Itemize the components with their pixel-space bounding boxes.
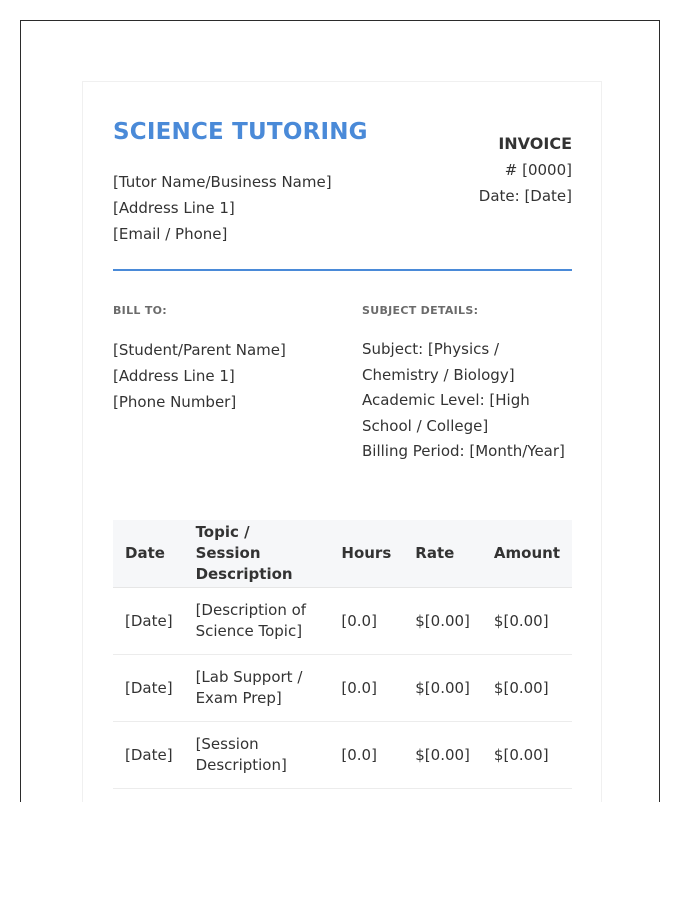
row-date: [Date] — [113, 722, 185, 789]
row-amount: $[0.00] — [482, 588, 572, 655]
subject-details — [362, 337, 574, 465]
table-row — [113, 655, 572, 722]
row-rate: $[0.00] — [403, 655, 482, 722]
bill-to-details — [113, 337, 286, 415]
tutor-address: [Address Line 1] — [113, 199, 235, 217]
invoice-sheet — [82, 81, 602, 802]
col-header-topic: Topic / Session Description — [185, 520, 330, 588]
row-topic: [Session Description] — [185, 722, 330, 789]
row-topic: [Lab Support / Exam Prep] — [185, 655, 330, 722]
header-divider — [113, 269, 572, 271]
academic-level-line: Academic Level: [High School / College] — [362, 391, 530, 435]
student-address: [Address Line 1] — [113, 367, 235, 385]
row-rate: $[0.00] — [403, 722, 482, 789]
invoice-date: Date: [Date] — [478, 187, 572, 205]
col-header-rate: Rate — [403, 520, 482, 588]
col-header-date: Date — [113, 520, 185, 588]
document-frame — [20, 20, 660, 802]
row-date: [Date] — [113, 655, 185, 722]
tutor-name: [Tutor Name/Business Name] — [113, 173, 332, 191]
student-phone: [Phone Number] — [113, 393, 237, 411]
row-hours: [0.0] — [329, 588, 403, 655]
subject-details-heading: SUBJECT DETAILS: — [362, 304, 479, 317]
invoice-meta — [479, 131, 572, 209]
billing-period-line: Billing Period: [Month/Year] — [362, 442, 565, 461]
student-name: [Student/Parent Name] — [113, 341, 286, 359]
business-title: SCIENCE TUTORING — [113, 119, 368, 145]
row-rate: $[0.00] — [403, 588, 482, 655]
subject-line: Subject: [Physics / Chemistry / Biology] — [362, 340, 515, 384]
col-header-hours: Hours — [329, 520, 403, 588]
row-date: [Date] — [113, 588, 185, 655]
row-topic: [Description of Science Topic] — [185, 588, 330, 655]
row-hours: [0.0] — [329, 722, 403, 789]
table-header-row — [113, 520, 572, 588]
col-header-amount: Amount — [482, 520, 572, 588]
row-amount: $[0.00] — [482, 655, 572, 722]
row-hours: [0.0] — [329, 655, 403, 722]
invoice-number: # [0000] — [504, 161, 572, 179]
table-row — [113, 722, 572, 789]
tutor-contact: [Email / Phone] — [113, 225, 228, 243]
tutor-info — [113, 169, 332, 247]
invoice-label: INVOICE — [498, 134, 572, 153]
table-row — [113, 588, 572, 655]
bill-to-heading: BILL TO: — [113, 304, 167, 317]
row-amount: $[0.00] — [482, 722, 572, 789]
line-items-table — [113, 520, 572, 789]
